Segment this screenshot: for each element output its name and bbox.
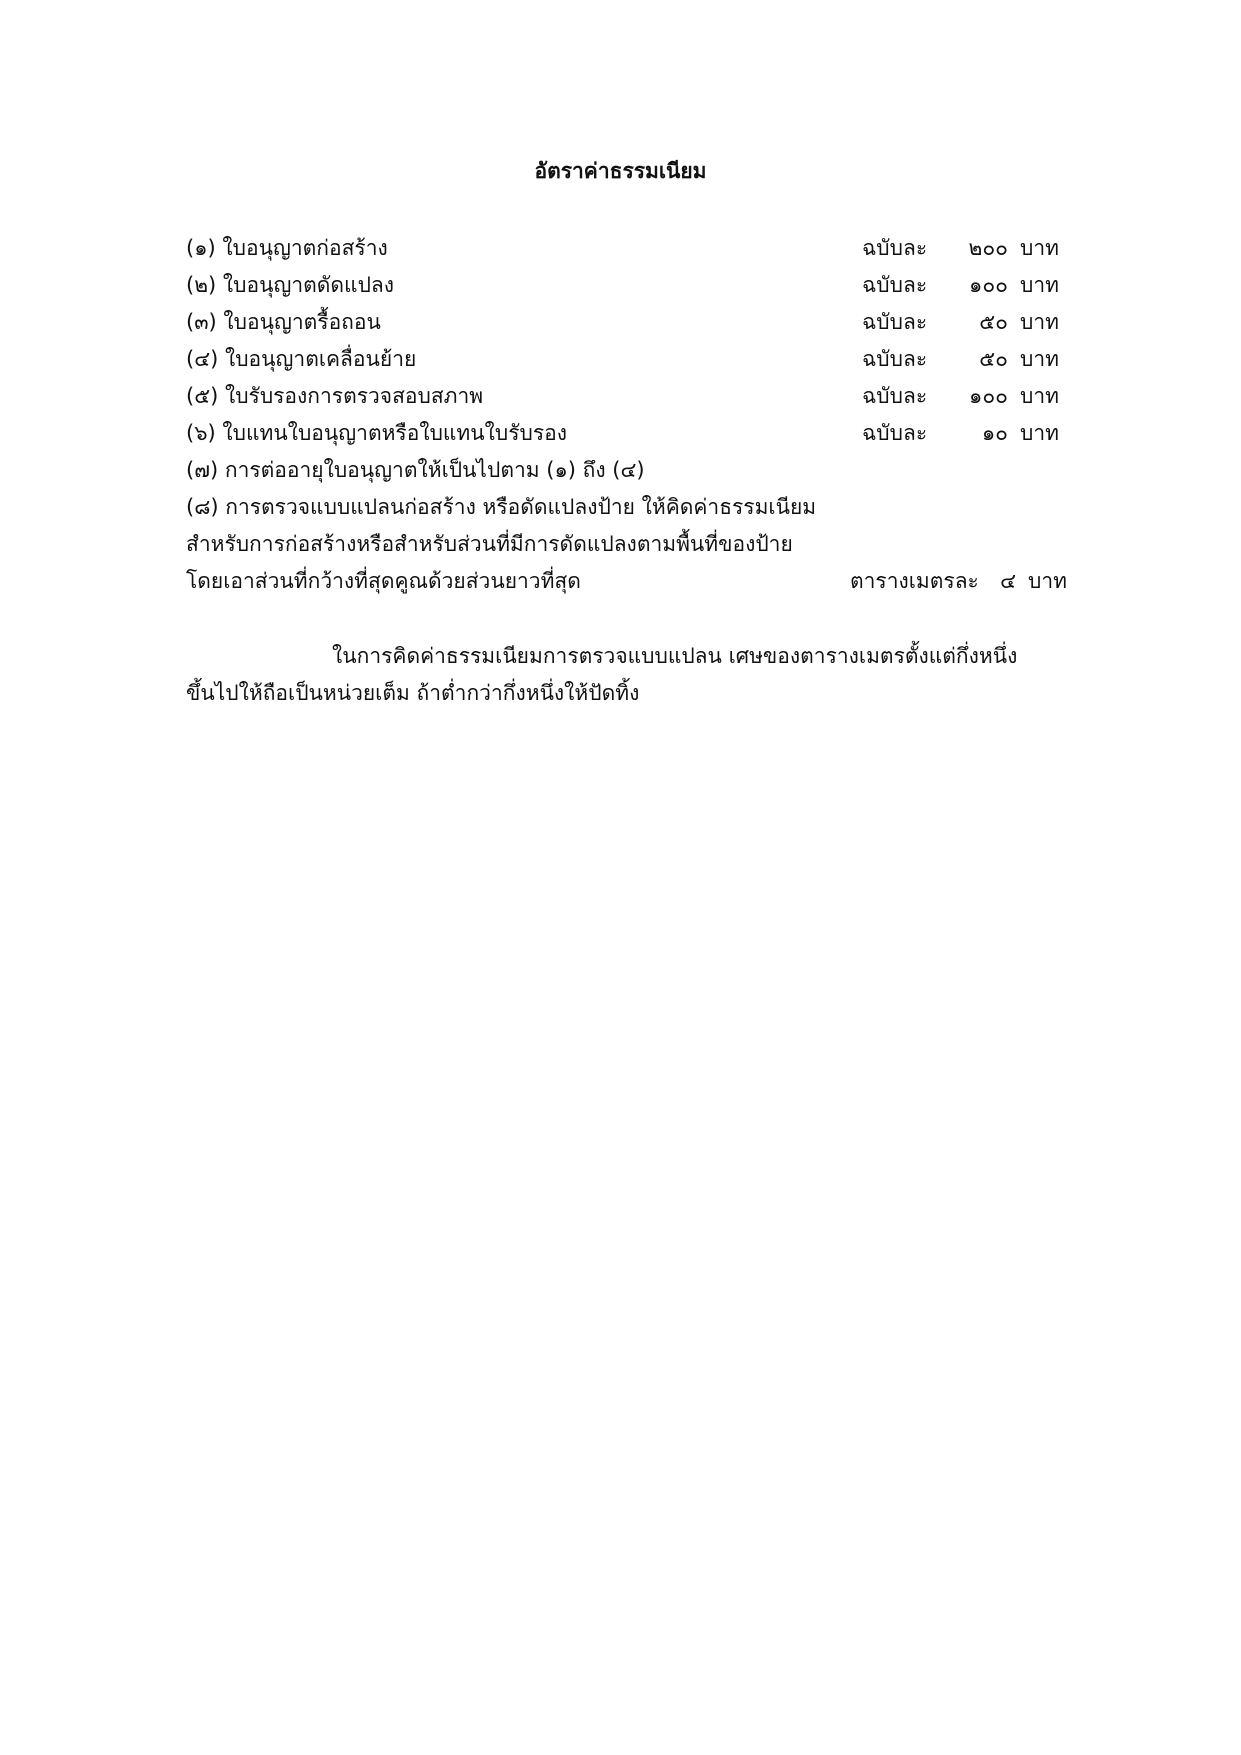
note-line-2: ขึ้นไปให้ถือเป็นหน่วยเต็ม ถ้าต่ำกว่ากึ่งหนึ่งให้ปัดทิ้ง [186,681,640,705]
item8-line-2 [186,526,1056,562]
fee-amount: ๕๐ [979,347,1008,371]
fee-label: (๖) ใบแทนใบอนุญาตหรือใบแทนใบรับรอง [186,421,567,445]
fee-label: (๒) ใบอนุญาตดัดแปลง [186,273,395,297]
item8-line-3 [186,563,1067,599]
fee-row-2 [186,267,1059,303]
item7-text: (๗) การต่ออายุใบอนุญาตให้เป็นไปตาม (๑) ถึง (๔) [186,458,645,482]
document-title: อัตราค่าธรรมเนียม [534,159,707,183]
fee-unit: ฉบับละ [862,310,928,334]
fee-label: (๑) ใบอนุญาตก่อสร้าง [186,236,388,260]
fee-currency: บาท [1020,273,1059,297]
fee-amount: ๑๐๐ [969,384,1008,408]
fee-unit: ฉบับละ [862,236,928,260]
item8-text-1: (๘) การตรวจแบบแปลนก่อสร้าง หรือดัดแปลงป้าย ให้คิดค่าธรรมเนียม [186,495,817,519]
fee-row-5 [186,378,1059,414]
fee-amount: ๕๐ [979,310,1008,334]
item8-amount: ๔ [1000,569,1016,593]
item8-unit: ตารางเมตรละ [850,569,979,593]
fee-label: (๕) ใบรับรองการตรวจสอบสภาพ [186,384,484,408]
fee-row-6 [186,415,1059,451]
fee-currency: บาท [1020,384,1059,408]
fee-row-7 [186,452,1056,488]
fee-unit: ฉบับละ [862,384,928,408]
item8-currency: บาท [1028,569,1067,593]
fee-row-3 [186,304,1059,340]
fee-currency: บาท [1020,236,1059,260]
item8-text-2: สำหรับการก่อสร้างหรือสำหรับส่วนที่มีการดัดแปลงตามพื้นที่ของป้าย [186,532,793,556]
fee-unit: ฉบับละ [862,421,928,445]
note-line-1: ในการคิดค่าธรรมเนียมการตรวจแบบแปลน เศษของตารางเมตรตั้งแต่กึ่งหนึ่ง [332,644,1018,668]
fee-row-1 [186,230,1059,266]
fee-label: (๓) ใบอนุญาตรื้อถอน [186,310,381,334]
fee-unit: ฉบับละ [862,273,928,297]
fee-currency: บาท [1020,347,1059,371]
fee-currency: บาท [1020,421,1059,445]
fee-label: (๔) ใบอนุญาตเคลื่อนย้าย [186,347,417,371]
item8-line-1 [186,489,1056,525]
fee-amount: ๒๐๐ [968,236,1008,260]
fee-row-4 [186,341,1059,377]
fee-currency: บาท [1020,310,1059,334]
item8-text-3: โดยเอาส่วนที่กว้างที่สุดคูณด้วยส่วนยาวที่สุด [186,569,581,593]
fee-amount: ๑๐ [981,421,1008,445]
fee-amount: ๑๐๐ [969,273,1008,297]
fee-unit: ฉบับละ [862,347,928,371]
